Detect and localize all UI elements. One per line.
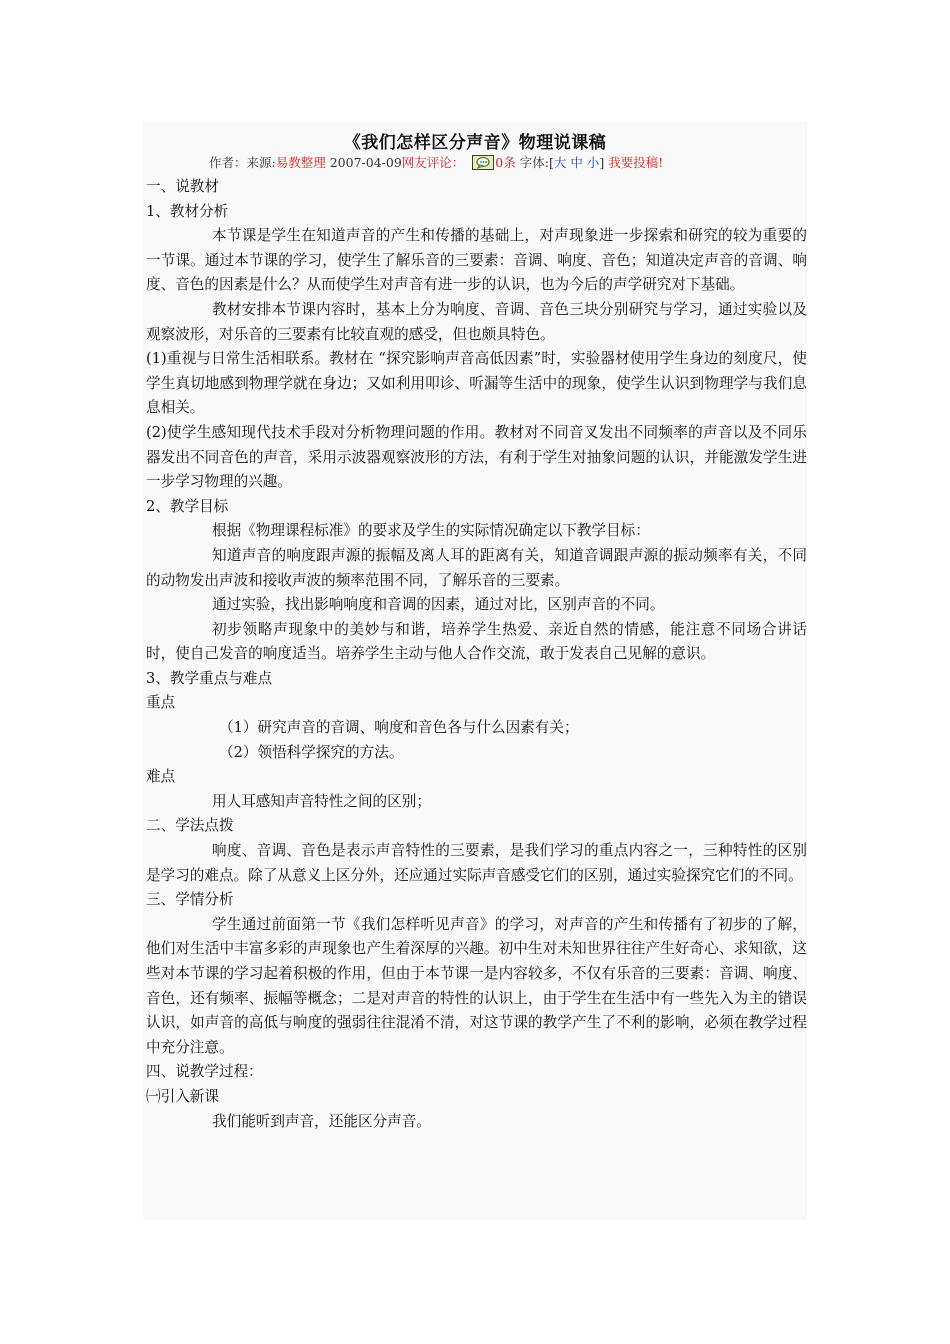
- subsection-heading: ㈠引入新课: [146, 1087, 219, 1105]
- font-large-link[interactable]: 大: [553, 155, 567, 170]
- article-body: [146, 175, 807, 1134]
- subsection-heading: 3、教学重点与难点: [146, 669, 273, 687]
- paragraph: 通过实验，找出影响响度和音调的因素，通过对比，区别声音的不同。: [212, 596, 665, 614]
- author-source-label: 作者：来源:: [209, 155, 276, 170]
- paragraph: 知道声音的响度跟声源的振幅及离人耳的距离有关，知道音调跟声源的振动频率有关，不同的动物发出声波和接收声波的频率范围不同，了解乐音的三要素。: [146, 546, 807, 589]
- font-small-link[interactable]: 小: [586, 155, 600, 170]
- font-size-label: 字体:[: [519, 155, 554, 170]
- submit-article-link[interactable]: 我要投稿!: [608, 155, 664, 170]
- paragraph: 我们能听到声音，还能区分声音。: [212, 1112, 431, 1130]
- subsection-heading: 2、教学目标: [146, 497, 229, 515]
- list-item: （1）研究声音的音调、响度和音色各与什么因素有关；: [219, 719, 579, 737]
- section-heading: 二、学法点拨: [146, 817, 234, 835]
- section-heading: 四、说教学过程：: [146, 1063, 263, 1081]
- section-heading: 一、说教材: [146, 178, 219, 195]
- font-size-close: ]: [599, 155, 605, 170]
- paragraph: (2)使学生感知现代技术手段对分析物理问题的作用。教材对不同音叉发出不同频率的声音以及不同乐器发出不同音色的声音，采用示波器观察波形的方法，有利于学生对抽象问题的认识，并能激发学生进一步学习物理的兴趣。: [146, 423, 807, 491]
- paragraph: 初步领略声现象中的美妙与和谐，培养学生热爱、亲近自然的情感，能注意不同场合讲话时，使自己发音的响度适当。培养学生主动与他人合作交流，敢于发表自己见解的意识。: [146, 620, 807, 663]
- publish-date: 2007-04-09: [329, 155, 402, 170]
- paragraph: (1)重视与日常生活相联系。教材在 “探究影响声音高低因素”时，实验器材使用学生身边的刻度尺，使学生真切地感到物理学就在身边；又如利用叩诊、听漏等生活中的现象，使学生认识到物理学与我们息息相关。: [146, 350, 807, 417]
- article-container: [143, 122, 807, 1220]
- paragraph: 教材安排本节课内容时，基本上分为响度、音调、音色三块分别研究与学习，通过实验以及观察波形，对乐音的三要素有比较直观的感受，但也颇具特色。: [146, 300, 807, 343]
- comment-icon[interactable]: [472, 155, 494, 170]
- comments-label[interactable]: 网友评论：: [401, 155, 465, 170]
- font-medium-link[interactable]: 中: [570, 155, 583, 170]
- paragraph: 用人耳感知声音特性之间的区别；: [212, 792, 431, 810]
- article-meta: [209, 153, 663, 171]
- paragraph: 根据《物理课程标准》的要求及学生的实际情况确定以下教学目标：: [212, 522, 650, 540]
- paragraph: 本节课是学生在知道声音的产生和传播的基础上，对声现象进一步探索和研究的较为重要的一节课。通过本节课的学习，使学生了解乐音的三要素：音调、响度、音色；知道决定声音的音调、响度、音色的因素是什么？从而使学生对声音有进一步的认识，也为今后的声学研究对下基础。: [146, 227, 807, 294]
- label-key-points: 重点: [146, 694, 176, 712]
- comments-count[interactable]: 0条: [495, 155, 516, 170]
- section-heading: 三、学情分析: [146, 891, 234, 909]
- article-title: 《我们怎样区分声音》物理说课稿: [343, 133, 607, 153]
- label-difficulties: 难点: [146, 768, 176, 786]
- paragraph: 学生通过前面第一节《我们怎样听见声音》的学习，对声音的产生和传播有了初步的了解，他们对生活中丰富多彩的声现象也产生着深厚的兴趣。初中生对未知世界往往产生好奇心、求知欲，这些对本节课的学习起着积极的作用，但由于本节课一是内容较多，不仅有乐音的三要素：音调、响度、音色，还有频率、振幅等概念；二是对声音的特性的认识上，由于学生在生活中有一些先入为主的错误认识，如声音的高低与响度的强弱往往混淆不清，对这节课的教学产生了不利的影响，必须在教学过程中充分注意。: [146, 915, 807, 1056]
- source-link[interactable]: 易教整理: [275, 155, 326, 170]
- subsection-heading: 1、教材分析: [146, 202, 229, 220]
- list-item: （2）领悟科学探究的方法。: [219, 743, 404, 761]
- paragraph: 响度、音调、音色是表示声音特性的三要素，是我们学习的重点内容之一，三种特性的区别是学习的难点。除了从意义上区分外，还应通过实际声音感受它们的区别，通过实验探究它们的不同。: [146, 842, 807, 884]
